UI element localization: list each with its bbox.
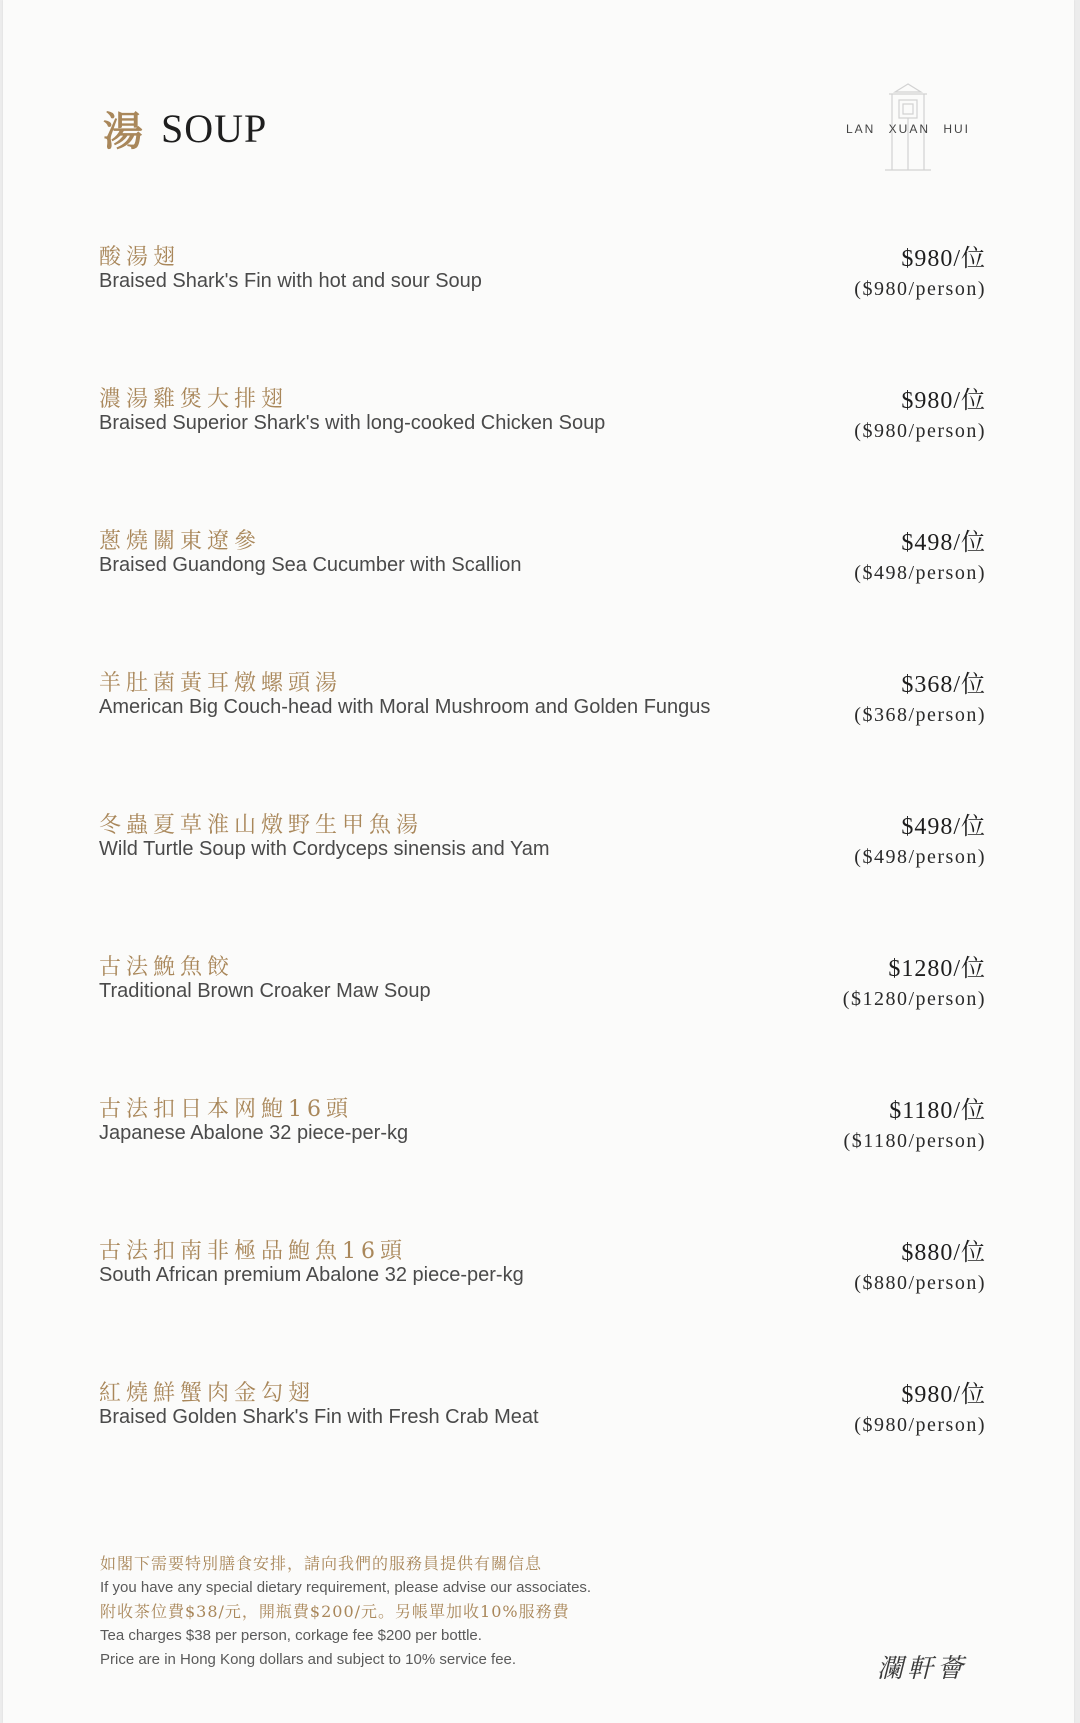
menu-item [96,666,986,776]
brand-name [833,122,983,136]
item-name-en: American Big Couch-head with Moral Mushroom and Golden Fungus [99,696,711,718]
item-price: $1280/位 [888,956,986,982]
item-name-cn: 冬蟲夏草淮山燉野生甲魚湯 [99,813,424,838]
item-price: $368/位 [901,672,986,698]
item-price: $1180/位 [889,1098,986,1124]
service-fee-note: Price are in Hong Kong dollars and subject to 10% service fee. [100,1651,517,1668]
menu-page [3,0,1074,1723]
menu-item [96,808,986,918]
section-title-en: SOUP [161,106,268,151]
section-title-cn: 湯 [103,108,143,155]
item-price-per-person: ($498/person) [854,562,986,584]
section-title [103,100,267,157]
item-price: $498/位 [901,530,986,556]
item-name-cn: 古法鮸魚餃 [99,955,235,980]
item-price-per-person: ($980/person) [854,1414,986,1436]
item-name-en: Wild Turtle Soup with Cordyceps sinensis and Yam [99,838,550,860]
brand-word-1: LAN [845,122,876,136]
item-name-cn: 羊肚菌黃耳燉螺頭湯 [99,671,343,696]
menu-item [96,950,986,1060]
item-name-en: Japanese Abalone 32 piece-per-kg [99,1122,409,1144]
dietary-note-en: If you have any special dietary requirement, please advise our associates. [100,1579,592,1596]
item-price: $980/位 [901,246,986,272]
item-name-en: Braised Superior Shark's with long-cooked Chicken Soup [99,412,606,434]
footer-notes [100,1552,800,1672]
menu-item [96,1234,986,1344]
item-name-en: Braised Golden Shark's Fin with Fresh Crab Meat [99,1406,539,1428]
item-price-per-person: ($980/person) [854,420,986,442]
item-price-per-person: ($368/person) [854,704,986,726]
brand-logo [833,78,983,188]
menu-item [96,382,986,492]
item-name-cn: 紅燒鮮蟹肉金勾翅 [99,1381,316,1406]
item-price: $498/位 [901,814,986,840]
item-price-per-person: ($498/person) [854,846,986,868]
item-price-per-person: ($1180/person) [843,1130,986,1152]
menu-item [96,240,986,350]
item-price-per-person: ($880/person) [854,1272,986,1294]
item-name-cn: 濃湯雞煲大排翅 [99,387,289,412]
item-name-cn: 古法扣南非極品鮑魚16頭 [99,1239,407,1264]
item-price-per-person: ($980/person) [854,278,986,300]
item-price-per-person: ($1280/person) [842,988,986,1010]
item-name-cn: 古法扣日本网鮑16頭 [99,1097,353,1122]
brand-word-2: XUAN [888,122,930,136]
charges-note-en: Tea charges $38 per person, corkage fee $200 per bottle. [100,1627,482,1644]
item-name-cn: 蔥燒關東遼參 [99,529,262,554]
dietary-note-cn: 如閣下需要特別膳食安排，請向我們的服務員提供有關信息 [100,1554,543,1573]
item-name-en: Braised Shark's Fin with hot and sour Soup [99,270,482,292]
item-price: $980/位 [901,1382,986,1408]
item-name-en: Traditional Brown Croaker Maw Soup [99,980,431,1002]
item-name-en: Braised Guandong Sea Cucumber with Scallion [99,554,522,576]
menu-item [96,1376,986,1486]
brand-signature: 瀾軒薈 [877,1654,968,1684]
item-price: $880/位 [901,1240,986,1266]
charges-note-cn: 附收茶位費$38/元，開瓶費$200/元。另帳單加收10%服務費 [100,1602,570,1621]
brand-word-3: HUI [943,122,971,136]
item-price: $980/位 [901,388,986,414]
menu-item [96,524,986,634]
item-name-en: South African premium Abalone 32 piece-per-kg [99,1264,524,1286]
item-name-cn: 酸湯翅 [99,245,181,270]
menu-item [96,1092,986,1202]
